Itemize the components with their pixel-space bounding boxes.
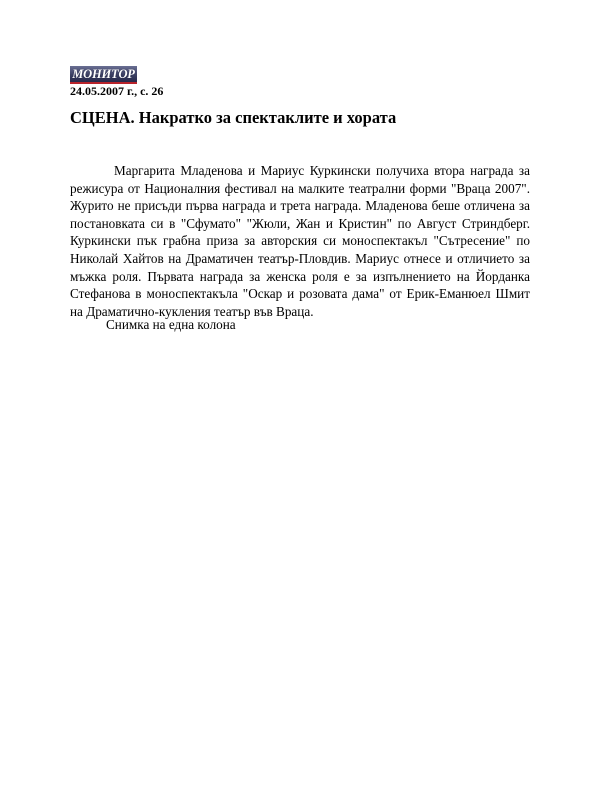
logo-text: МОНИТОР [72, 67, 135, 81]
photo-caption: Снимка на една колона [106, 317, 236, 332]
publication-dateline: 24.05.2007 г., с. 26 [70, 84, 164, 98]
article-headline: СЦЕНА. Накратко за спектаклите и хората [70, 108, 397, 127]
monitor-logo [70, 66, 137, 84]
article-body: Маргарита Младенова и Мариус Куркински получиха втора награда за режисура от Националния фестивал на малките театрални форми "Враца 2007". Журито не присъди първа награда и трета награда. Младенова беше отличена за постановката си в "Сфумато" "Жюли, Жан и Кристин" по Август Стриндберг. Куркински пък грабна приза за авторския си моноспектакъл "Сътресение" по Николай Хайтов на Драматичен театър-Пловдив. Мариус отнесе и отличието за мъжка роля. Първата награда за женска роля е за изпълнението на Йорданка Стефанова в моноспектакъла "Оскар и розовата дама" от Ерик-Еманюел Шмит на Драматично-кукления театър във Враца. [70, 163, 530, 319]
